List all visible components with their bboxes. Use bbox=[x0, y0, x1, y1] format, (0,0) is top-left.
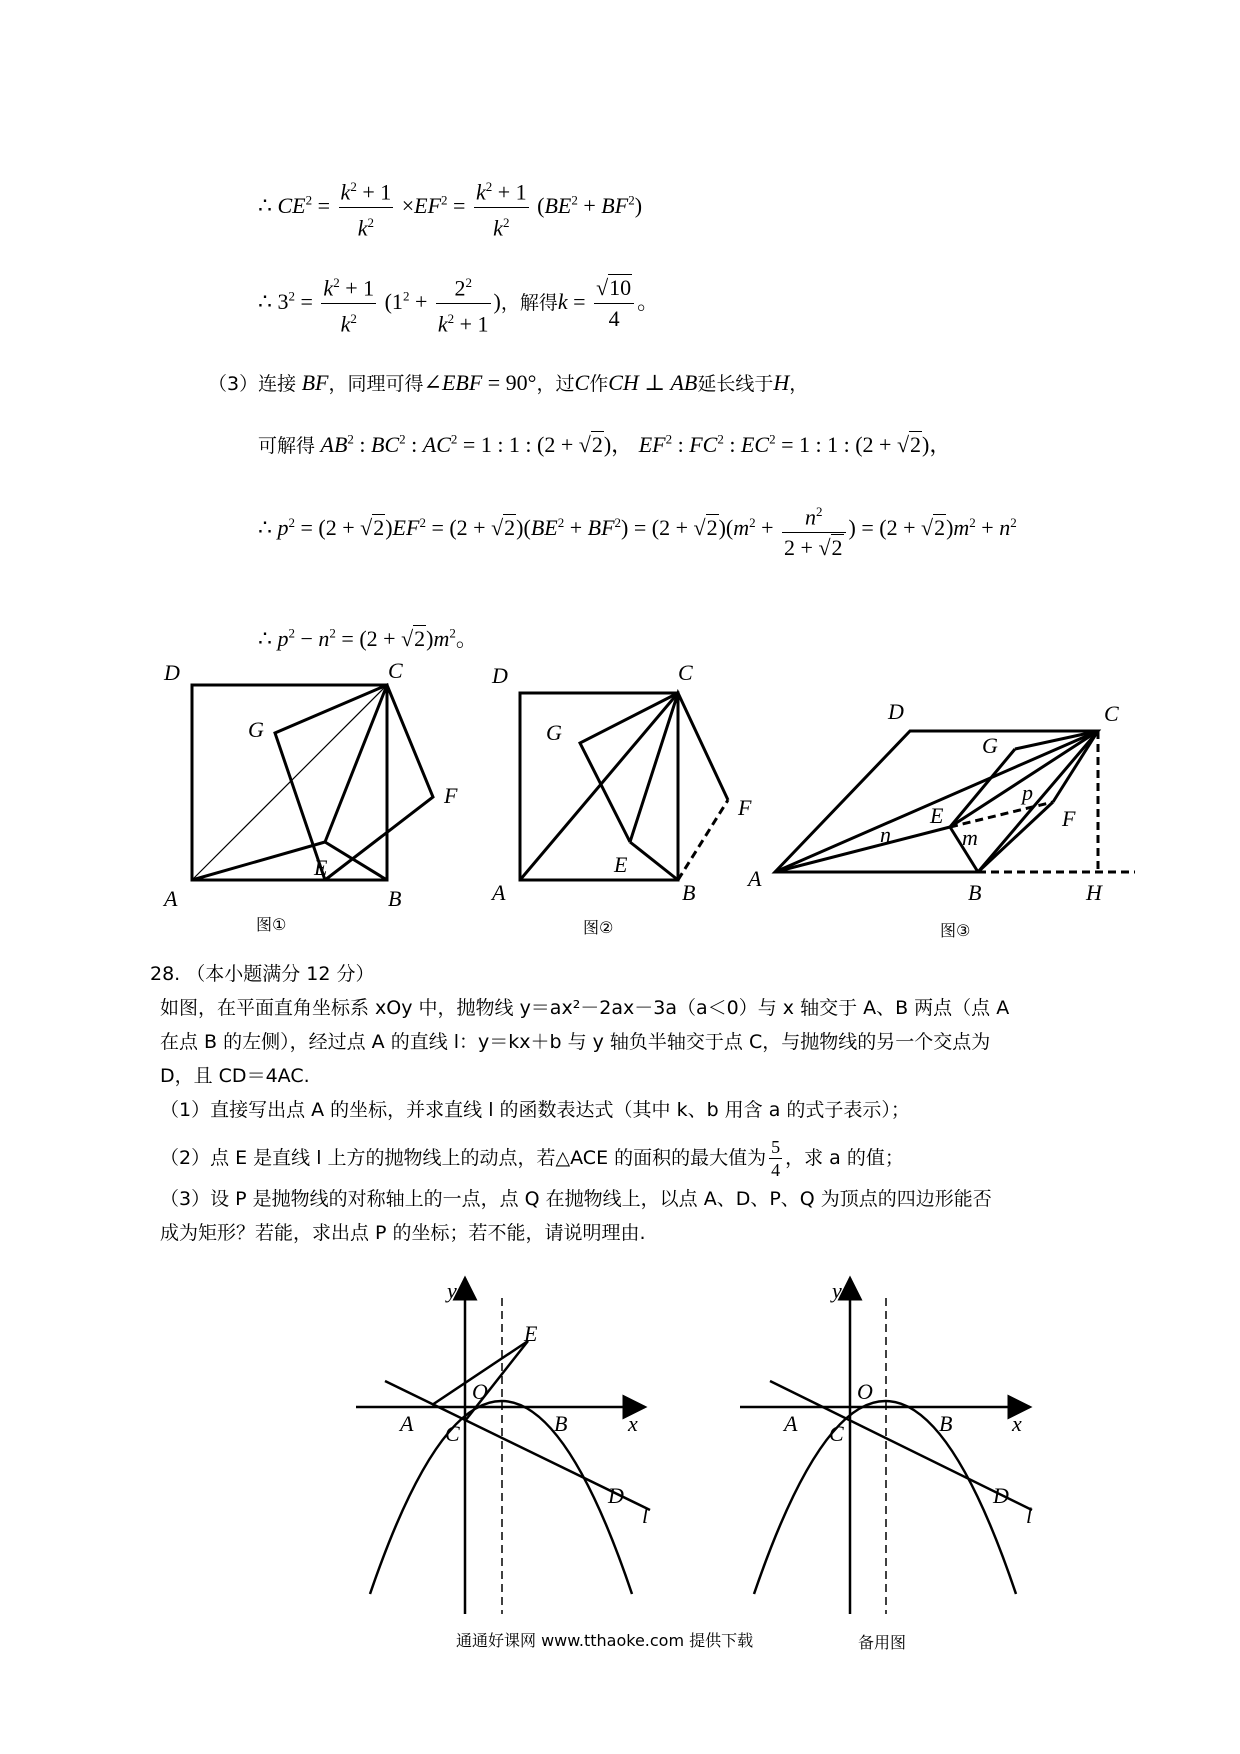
label-c-3: C bbox=[1104, 701, 1119, 726]
label-a: A bbox=[400, 1411, 414, 1436]
diagonal-ac-3 bbox=[775, 731, 1098, 872]
label-d: D bbox=[608, 1483, 624, 1508]
fig1-caption: 图① bbox=[256, 915, 287, 934]
formula-line-2: ∴ $3^2$ = $\frac{k^2 + 1}{k^2}$ ($1^2$ + $\frac{2^2}{k^2 + 1}$ )，解得k = $\frac{√10}{4}$ 。 bbox=[258, 268, 659, 340]
problem-number: 28. bbox=[150, 963, 181, 985]
fig3-caption: 图③ bbox=[940, 921, 971, 940]
label-b: B bbox=[388, 886, 402, 911]
label-a-2: A bbox=[784, 1411, 798, 1436]
label-o: O bbox=[472, 1379, 488, 1404]
figure-3 bbox=[775, 731, 1135, 872]
label-d-3: D bbox=[888, 699, 904, 724]
label-c-2: C bbox=[678, 660, 693, 685]
label-c: C bbox=[445, 1421, 460, 1446]
segment-bf-dashed bbox=[678, 800, 728, 880]
label-b: B bbox=[554, 1411, 568, 1436]
label-b-2: B bbox=[682, 880, 696, 905]
question-1: （1）直接写出点 A 的坐标，并求直线 l 的函数表达式（其中 k、b 用含 a 的式子表示）； bbox=[160, 1099, 910, 1121]
label-b-2: B bbox=[939, 1411, 953, 1436]
label-g: G bbox=[248, 717, 264, 742]
label-f-2: F bbox=[738, 795, 752, 820]
problem-score: （本小题满分 12 分） bbox=[186, 963, 375, 985]
label-f-3: F bbox=[1062, 806, 1076, 831]
label-g-3: G bbox=[982, 733, 998, 758]
label-c: C bbox=[388, 658, 403, 683]
formula-line-1: ∴ $CE^2$ = $\frac{k^2 + 1}{k^2}$ $\times EF^2$ = $\frac{k^2 + 1}{k^2}$ $(BE^2 + BF^2)$ bbox=[258, 172, 642, 244]
q2-fraction: $\frac{5}{4}$ bbox=[771, 1137, 781, 1180]
graph-spare bbox=[740, 1278, 1032, 1614]
problem-stem-3: D，且 CD＝4AC. bbox=[160, 1065, 310, 1087]
label-f: F bbox=[444, 783, 458, 808]
label-x-2: x bbox=[1012, 1411, 1022, 1436]
segment-eb-2 bbox=[630, 842, 678, 880]
label-e-2: E bbox=[614, 852, 628, 877]
label-c-2: C bbox=[829, 1421, 844, 1446]
graph-spare-labels bbox=[782, 1278, 1032, 1528]
question-3-line-1: （3）设 P 是抛物线的对称轴上的一点，点 Q 在抛物线上，以点 A、D、P、Q 为顶点的四边形能否 bbox=[160, 1188, 992, 1210]
label-e: E bbox=[524, 1321, 538, 1346]
label-e: E bbox=[314, 855, 328, 880]
formula-line-6: ∴ $p^2 - n^2 = (2 + √2)m^2$。 bbox=[258, 625, 478, 651]
label-l-2: l bbox=[1026, 1503, 1033, 1528]
label-x: x bbox=[628, 1411, 638, 1436]
label-a-3: A bbox=[748, 866, 762, 891]
label-h-3: H bbox=[1086, 880, 1102, 905]
segments-eg-gc bbox=[580, 693, 678, 842]
figure-1 bbox=[192, 685, 433, 880]
label-d-2: D bbox=[993, 1483, 1009, 1508]
label-e-3: E bbox=[930, 803, 944, 828]
coordinate-graphs bbox=[0, 1270, 1240, 1630]
label-m-3: m bbox=[962, 825, 978, 850]
segment-eg-3 bbox=[950, 749, 1015, 827]
diagonal-ac-2 bbox=[520, 693, 678, 880]
graph-main bbox=[356, 1278, 650, 1614]
question-2: （2）点 E 是直线 l 上方的抛物线上的动点，若△ACE 的面积的最大值为 $\frac{5}{4}$ ，求 a 的值； bbox=[160, 1137, 904, 1180]
label-y: y bbox=[447, 1278, 457, 1303]
question-3-line-2: 成为矩形？若能，求出点 P 的坐标；若不能，请说明理由. bbox=[160, 1222, 646, 1244]
segment-ae bbox=[192, 842, 325, 880]
label-n-3: n bbox=[880, 822, 891, 847]
label-d: D bbox=[164, 660, 180, 685]
formula-line-5: ∴ $p^2 = (2 + √2)EF^2 = (2 + √2)(BE^2 + BF^2) = (2 + √2)(m^2$ + $\frac{n^2}{2 + √2}$ ) = $(2 + √2)m^2 + n^2$ bbox=[258, 497, 1017, 563]
formula-line-3: （3）连接 BF，同理可得∠EBF = 90°，过C作CH ⊥ AB延长线于H， bbox=[208, 370, 809, 395]
label-y-2: y bbox=[832, 1278, 842, 1303]
label-a-2: A bbox=[492, 880, 506, 905]
label-o-2: O bbox=[857, 1379, 873, 1404]
label-b-3: B bbox=[968, 880, 982, 905]
formula-line-4: 可解得 $AB^2$ : $BC^2$ : $AC^2 = 1$ : 1 : (2 + √2)， $EF^2$ : $FC^2$ : $EC^2 = 1$ : 1 : (2 + √2)， bbox=[258, 431, 952, 457]
figure-1-labels bbox=[162, 658, 458, 911]
label-p-3: p bbox=[1022, 780, 1033, 805]
problem-stem-2: 在点 B 的左侧），经过点 A 的直线 l：y＝kx＋b 与 y 轴负半轴交于点 C，与抛物线的另一个交点为 bbox=[160, 1031, 991, 1053]
problem-stem-1: 如图，在平面直角坐标系 xOy 中，抛物线 y＝ax²－2ax－3a（a＜0）与 x 轴交于 A、B 两点（点 A bbox=[160, 997, 1010, 1019]
label-d-2: D bbox=[492, 663, 508, 688]
label-a: A bbox=[164, 886, 178, 911]
fig2-caption: 图② bbox=[583, 918, 614, 937]
footer-spare-caption: 备用图 bbox=[858, 1633, 907, 1652]
geometry-figures bbox=[0, 650, 1240, 950]
segment-ec-3 bbox=[950, 731, 1098, 827]
label-l: l bbox=[642, 1503, 649, 1528]
label-g-2: G bbox=[546, 720, 562, 745]
problem-header bbox=[150, 957, 375, 991]
footer-source: 通通好课网 www.tthaoke.com 提供下载 bbox=[456, 1631, 754, 1650]
